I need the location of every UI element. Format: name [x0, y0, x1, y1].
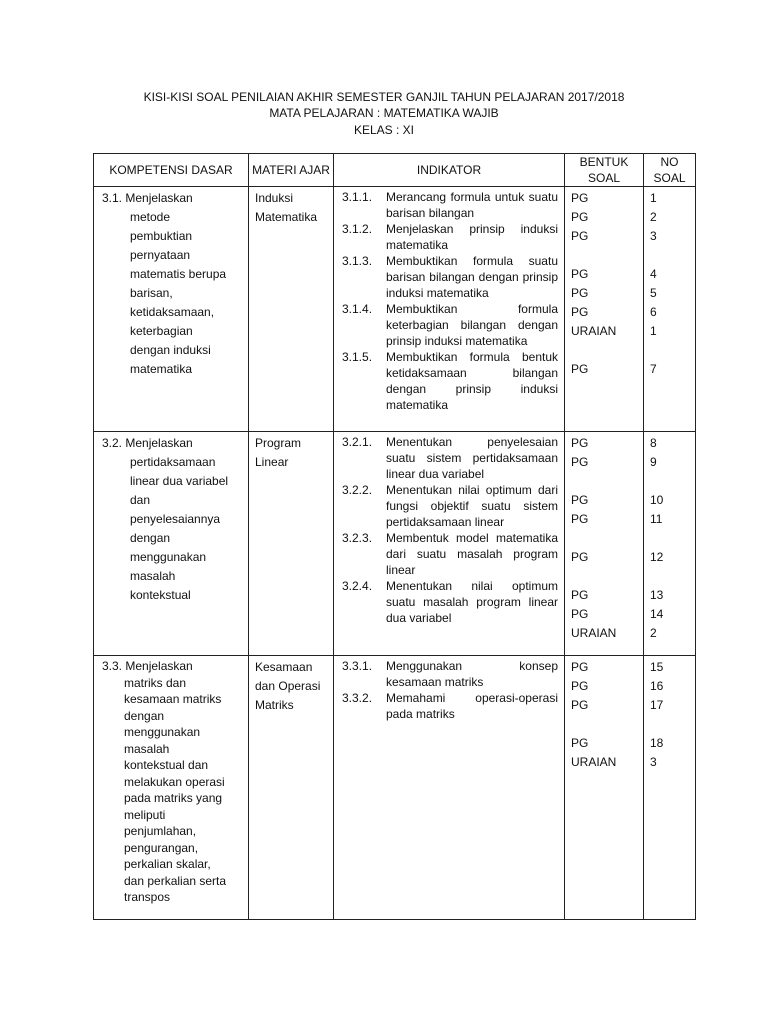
kompetensi-number: 3.3. — [102, 659, 123, 673]
kompetensi-line: linear dua variabel — [130, 474, 229, 488]
indikator-item — [340, 253, 558, 301]
grid-table — [93, 153, 696, 920]
indikator-text: Menentukan nilai optimum suatu masalah program linear dua variabel — [386, 579, 558, 625]
kompetensi-cell — [94, 432, 249, 656]
no-soal-value: 13 — [650, 588, 664, 602]
kompetensi-cell — [94, 656, 249, 920]
no-soal-value: 8 — [650, 436, 657, 450]
kompetensi-line: kontekstual dan — [124, 758, 209, 772]
document-title: KISI-KISI SOAL PENILAIAN AKHIR SEMESTER GANJIL TAHUN PELAJARAN 2017/2018 — [143, 90, 625, 104]
bentuk-soal-value — [571, 341, 637, 360]
indikator-item — [340, 349, 558, 413]
class-line: KELAS : XI — [353, 123, 415, 137]
indikator-item — [340, 658, 558, 690]
no-soal-value: 14 — [650, 607, 664, 621]
bentuk-soal-value: PG — [571, 588, 589, 602]
bentuk-soal-value: PG — [571, 550, 589, 564]
indikator-text: Membuktikan formula keterbagian bilangan dengan prinsip induksi matematika — [386, 302, 558, 348]
indikator-text: Menggunakan konsep kesamaan matriks — [386, 659, 558, 689]
bentuk-soal-value: PG — [571, 191, 589, 205]
bentuk-soal-value — [571, 472, 637, 491]
indikator-number: 3.3.1. — [342, 659, 373, 673]
bentuk-soal-value: PG — [571, 679, 589, 693]
kompetensi-line: menggunakan — [124, 725, 201, 739]
kompetensi-heading — [102, 189, 244, 208]
no-soal-value: 5 — [650, 286, 657, 300]
kompetensi-line: ketidaksamaan, — [130, 305, 215, 319]
materi-line: Induksi — [255, 191, 294, 205]
indikator-number: 3.1.4. — [342, 302, 373, 316]
indikator-item — [340, 221, 558, 253]
no-soal-value: 10 — [650, 493, 664, 507]
header-materi: MATERI AJAR — [249, 154, 334, 187]
kompetensi-line: dan — [130, 493, 151, 507]
indikator-item — [340, 578, 558, 626]
indikator-text: Menentukan nilai optimum dari fungsi objektif suatu sistem pertidaksamaan linear — [386, 483, 558, 529]
bentuk-soal-value: PG — [571, 493, 589, 507]
indikator-item — [340, 434, 558, 482]
kompetensi-line: matriks dan — [124, 675, 187, 690]
no-soal-value: 9 — [650, 455, 657, 469]
bentuk-soal-value: PG — [571, 210, 589, 224]
materi-line: Matematika — [255, 210, 318, 224]
indikator-item — [340, 301, 558, 349]
indikator-item — [340, 690, 558, 722]
no-soal-value: 7 — [650, 362, 657, 376]
no-soal-value: 16 — [650, 679, 664, 693]
no-soal-value — [650, 529, 689, 548]
header-no-line1: NO — [660, 155, 679, 169]
no-soal-value: 2 — [650, 626, 657, 640]
indikator-text: Merancang formula untuk suatu barisan bilangan — [386, 190, 558, 220]
no-soal-value — [650, 246, 689, 265]
indikator-number: 3.2.4. — [342, 579, 373, 593]
kompetensi-line: melakukan operasi — [124, 774, 225, 789]
bentuk-soal-cell — [565, 432, 644, 656]
bentuk-soal-value: PG — [571, 607, 589, 621]
bentuk-soal-value: PG — [571, 436, 589, 450]
kompetensi-line: metode — [130, 210, 171, 224]
bentuk-soal-cell — [565, 656, 644, 920]
kompetensi-line: pembuktian — [130, 229, 193, 243]
no-soal-value: 17 — [650, 698, 664, 712]
indikator-cell — [334, 187, 565, 432]
kompetensi-line: pada matriks yang — [124, 791, 223, 805]
header-bentuk-line1: BENTUK — [579, 155, 629, 169]
kompetensi-line: penyelesaiannya — [130, 512, 221, 526]
header-no — [644, 154, 696, 187]
no-soal-cell — [644, 187, 696, 432]
no-soal-value: 6 — [650, 305, 657, 319]
indikator-number: 3.2.2. — [342, 483, 373, 497]
no-soal-value: 11 — [650, 512, 663, 526]
bentuk-soal-value: URAIAN — [571, 626, 617, 640]
header-no-line2: SOAL — [653, 171, 686, 185]
header-bentuk — [565, 154, 644, 187]
no-soal-value — [650, 341, 689, 360]
kompetensi-line: dengan induksi — [130, 343, 211, 357]
subject-line: MATA PELAJARAN : MATEMATIKA WAJIB — [269, 106, 499, 120]
materi-line: Matriks — [255, 698, 294, 712]
kompetensi-number: 3.1. — [102, 191, 123, 205]
kompetensi-line: pernyataan — [130, 248, 191, 262]
bentuk-soal-value: PG — [571, 455, 589, 469]
indikator-number: 3.1.3. — [342, 254, 373, 268]
kompetensi-line: barisan, — [130, 286, 173, 300]
kompetensi-line: pertidaksamaan — [130, 455, 216, 469]
bentuk-soal-value: PG — [571, 267, 589, 281]
bentuk-soal-value: URAIAN — [571, 755, 617, 769]
kompetensi-line: dengan — [130, 531, 171, 545]
no-soal-value — [650, 567, 689, 586]
kompetensi-line: matematika — [130, 362, 193, 376]
kompetensi-number: 3.2. — [102, 436, 123, 450]
no-soal-value: 15 — [650, 660, 664, 674]
materi-cell — [249, 432, 334, 656]
indikator-text: Memahami operasi-operasi pada matriks — [386, 691, 558, 721]
no-soal-cell — [644, 432, 696, 656]
materi-line: dan Operasi — [255, 679, 321, 693]
indikator-text: Membentuk model matematika dari suatu masalah program linear — [386, 531, 558, 577]
kompetensi-line: penjumlahan, — [124, 824, 197, 838]
bentuk-soal-value: PG — [571, 362, 589, 376]
kompetensi-cell — [94, 187, 249, 432]
table-header-row — [94, 154, 696, 187]
kompetensi-line: keterbagian — [130, 324, 193, 338]
bentuk-soal-value — [571, 567, 637, 586]
materi-line: Linear — [255, 455, 289, 469]
indikator-text: Membuktikan formula bentuk ketidaksamaan bilangan dengan prinsip induksi matematika — [386, 350, 558, 412]
kompetensi-line: menggunakan — [130, 550, 207, 564]
bentuk-soal-value: PG — [571, 305, 589, 319]
no-soal-value: 12 — [650, 550, 664, 564]
bentuk-soal-value — [571, 715, 637, 734]
no-soal-value: 1 — [650, 324, 657, 338]
kompetensi-line: masalah — [130, 569, 176, 583]
indikator-number: 3.1.2. — [342, 222, 373, 236]
no-soal-value: 2 — [650, 210, 657, 224]
no-soal-value: 1 — [650, 191, 657, 205]
kompetensi-line: meliputi — [124, 807, 166, 822]
kompetensi-line: kontekstual — [130, 588, 191, 602]
table-row — [94, 187, 696, 432]
table-row — [94, 432, 696, 656]
indikator-number: 3.1.1. — [342, 190, 373, 204]
bentuk-soal-cell — [565, 187, 644, 432]
header-bentuk-line2: SOAL — [587, 171, 620, 185]
kompetensi-first-word: Menjelaskan — [125, 436, 193, 450]
materi-cell — [249, 187, 334, 432]
kompetensi-heading — [102, 434, 244, 453]
indikator-item — [340, 530, 558, 578]
indikator-number: 3.2.3. — [342, 531, 373, 545]
indikator-number: 3.3.2. — [342, 691, 373, 705]
bentuk-soal-value — [571, 529, 637, 548]
bentuk-soal-value: PG — [571, 229, 589, 243]
no-soal-cell — [644, 656, 696, 920]
no-soal-value: 4 — [650, 267, 657, 281]
no-soal-value: 18 — [650, 736, 664, 750]
bentuk-soal-value: PG — [571, 736, 589, 750]
no-soal-value — [650, 472, 689, 491]
kompetensi-first-word: Menjelaskan — [125, 191, 193, 205]
kompetensi-first-word: Menjelaskan — [125, 659, 193, 673]
indikator-text: Menentukan penyelesaian suatu sistem pertidaksamaan linear dua variabel — [386, 435, 558, 481]
bentuk-soal-value: PG — [571, 512, 589, 526]
indikator-item — [340, 189, 558, 221]
indikator-text: Membuktikan formula suatu barisan bilangan dengan prinsip induksi matematika — [386, 254, 558, 300]
no-soal-value: 3 — [650, 229, 657, 243]
bentuk-soal-value — [571, 246, 637, 265]
materi-line: Program — [255, 436, 302, 450]
materi-line: Kesamaan — [255, 660, 313, 674]
no-soal-value — [650, 715, 689, 734]
header-kompetensi: KOMPETENSI DASAR — [94, 154, 249, 187]
kompetensi-line: dengan — [124, 708, 165, 723]
bentuk-soal-value: URAIAN — [571, 324, 617, 338]
indikator-text: Menjelaskan prinsip induksi matematika — [386, 222, 558, 252]
materi-cell — [249, 656, 334, 920]
table-row — [94, 656, 696, 920]
kompetensi-line: transpos — [124, 890, 171, 904]
no-soal-value: 3 — [650, 755, 657, 769]
kompetensi-line: pengurangan, — [124, 840, 199, 855]
header-indikator: INDIKATOR — [334, 154, 565, 187]
kompetensi-line: masalah — [124, 741, 170, 756]
indikator-number: 3.1.5. — [342, 350, 373, 364]
indikator-item — [340, 482, 558, 530]
indikator-cell — [334, 432, 565, 656]
kompetensi-line: perkalian skalar, — [124, 857, 211, 871]
kompetensi-line: dan perkalian serta — [124, 873, 227, 888]
kompetensi-line: kesamaan matriks — [124, 692, 222, 706]
kompetensi-line: matematis berupa — [130, 267, 227, 281]
bentuk-soal-value: PG — [571, 698, 589, 712]
indikator-cell — [334, 656, 565, 920]
bentuk-soal-value: PG — [571, 660, 589, 674]
bentuk-soal-value: PG — [571, 286, 589, 300]
kompetensi-heading — [102, 658, 242, 675]
indikator-number: 3.2.1. — [342, 435, 373, 449]
